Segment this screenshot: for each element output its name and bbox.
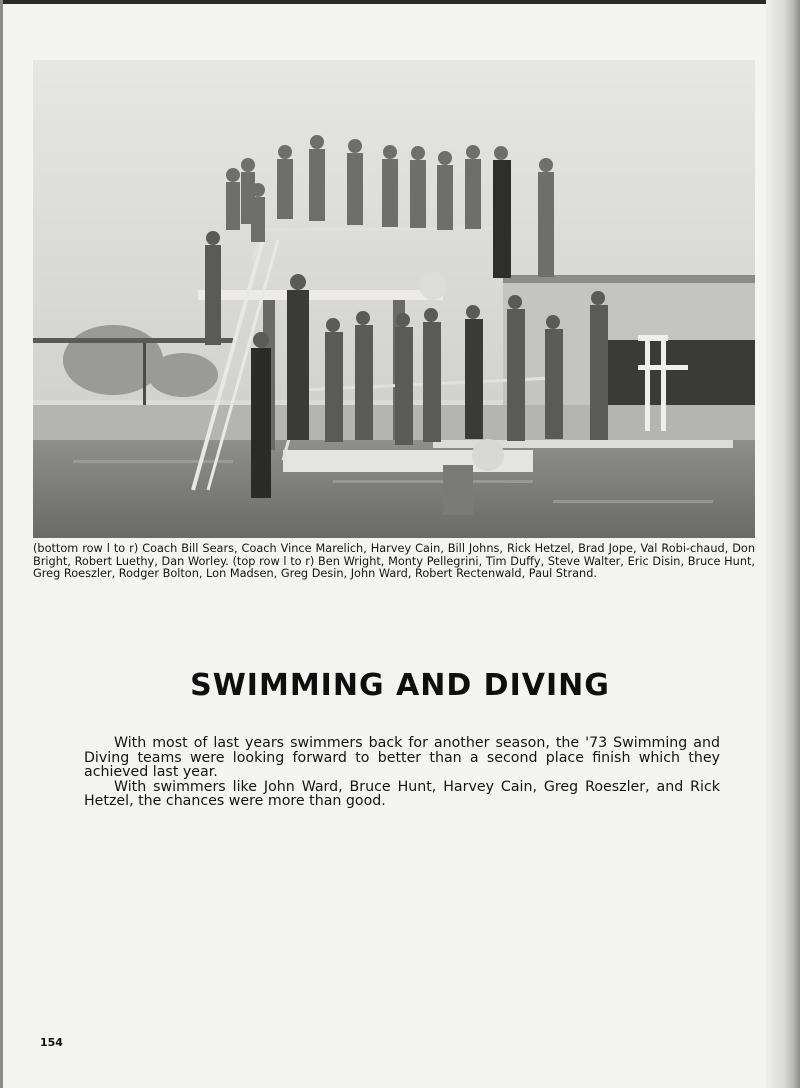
body-paragraph-2: With swimmers like John Ward, Bruce Hunt, Harvey Cain, Greg Roeszler, and Rick Hetzel, the chances were more than good. (84, 778, 720, 809)
page-left-edge (0, 0, 3, 1088)
page-number: 154 (40, 1036, 63, 1049)
page-top-edge (0, 0, 800, 4)
page-title: SWIMMING AND DIVING (190, 668, 610, 703)
photo-caption: (bottom row l to r) Coach Bill Sears, Coach Vince Marelich, Harvey Cain, Bill Johns, Rick Hetzel, Brad Jope, Val Robi-chaud, Don Bright, Robert Luethy, Dan Worley. (top row l to r) Ben Wright, Monty Pellegrini, Tim Duffy, Steve Walter, Eric Disin, Bruce Hunt, Greg Roeszler, Rodger Bolton, Lon Madsen, Greg Desin, John Ward, Robert Rectenwald, Paul Strand. (33, 542, 755, 581)
team-photo (33, 60, 755, 538)
body-paragraph-1: With most of last years swimmers back for another season, the '73 Swimming and Diving teams were looking forward to better than a second place finish which they achieved last year. (84, 735, 720, 780)
article-body (84, 736, 720, 809)
page-binding-shadow (766, 0, 800, 1088)
